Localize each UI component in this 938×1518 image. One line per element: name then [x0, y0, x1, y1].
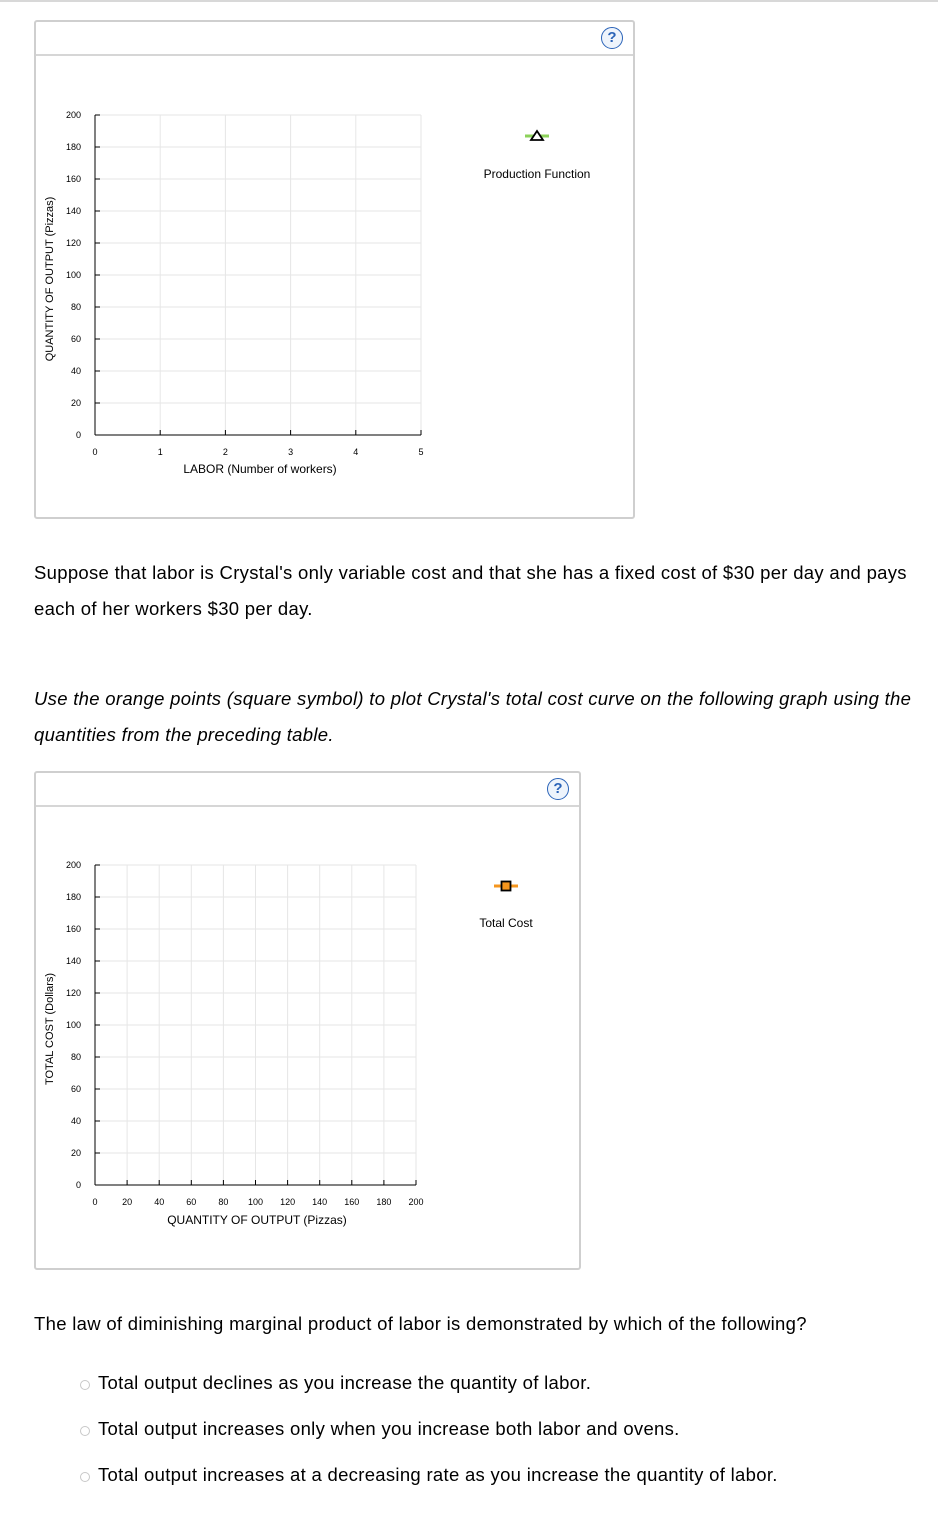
x-tick-label: 160 — [344, 1197, 360, 1207]
x-tick-label: 100 — [247, 1197, 264, 1207]
plot-grid — [95, 115, 421, 435]
help-icon[interactable]: ? — [601, 27, 623, 49]
production-function-plot[interactable] — [36, 22, 633, 517]
y-axis-label: TOTAL COST (Dollars) — [44, 972, 56, 1086]
x-tick-label: 180 — [376, 1197, 392, 1207]
triangle-marker-icon[interactable] — [525, 131, 549, 140]
radio-button[interactable] — [80, 1472, 90, 1482]
answer-option-3[interactable] — [80, 1464, 778, 1486]
production-function-graph-panel[interactable] — [34, 20, 635, 519]
option-label: Total output declines as you increase the quantity of labor. — [98, 1372, 592, 1393]
x-tick-labels — [92, 447, 423, 457]
answer-option-2[interactable] — [80, 1418, 680, 1440]
x-tick-label: 5 — [418, 447, 424, 457]
y-tick-label: 160 — [65, 174, 81, 184]
y-tick-label: 20 — [70, 398, 81, 408]
y-tick-label: 60 — [70, 334, 81, 344]
y-tick-labels — [66, 860, 81, 1190]
y-tick-label: 80 — [70, 302, 81, 312]
x-tick-label: 60 — [186, 1197, 197, 1207]
x-tick-label: 4 — [353, 447, 359, 457]
y-tick-label: 100 — [65, 1020, 81, 1030]
plot-grid — [95, 865, 416, 1185]
y-tick-label: 140 — [65, 206, 81, 216]
x-tick-label: 1 — [157, 447, 163, 457]
radio-button[interactable] — [80, 1426, 90, 1436]
x-axis-label: LABOR (Number of workers) — [183, 462, 337, 476]
x-axis-label: QUANTITY OF OUTPUT (Pizzas) — [167, 1213, 347, 1227]
option-label: Total output increases only when you increase both labor and ovens. — [98, 1418, 680, 1439]
answer-option-1[interactable] — [80, 1372, 591, 1394]
y-tick-label: 200 — [65, 110, 81, 120]
total-cost-graph-panel[interactable] — [34, 771, 581, 1270]
y-tick-label: 80 — [70, 1052, 81, 1062]
legend-label: Production Function — [483, 167, 591, 181]
x-tick-label: 80 — [218, 1197, 229, 1207]
y-tick-label: 20 — [70, 1148, 81, 1158]
question-text: The law of diminishing marginal product of labor is demonstrated by which of the following? — [34, 1313, 807, 1334]
fixed-cost-paragraph: Suppose that labor is Crystal's only variable cost and that she has a fixed cost of $30 per day and pays each of her workers $30 per day. — [34, 562, 907, 619]
y-tick-label: 40 — [70, 366, 81, 376]
total-cost-plot[interactable] — [36, 773, 579, 1268]
x-tick-label: 2 — [222, 447, 228, 457]
radio-button[interactable] — [80, 1380, 90, 1390]
x-tick-label: 3 — [288, 447, 294, 457]
top-divider — [0, 0, 938, 2]
x-tick-label: 200 — [408, 1197, 424, 1207]
help-icon[interactable]: ? — [547, 778, 569, 800]
instruction-paragraph: Use the orange points (square symbol) to plot Crystal's total cost curve on the following graph using the quantities from the preceding table. — [34, 688, 912, 745]
y-tick-label: 40 — [70, 1116, 81, 1126]
y-tick-label: 160 — [65, 924, 81, 934]
y-tick-label: 120 — [65, 988, 81, 998]
y-tick-label: 0 — [75, 1180, 81, 1190]
legend-label: Total Cost — [479, 916, 533, 930]
y-tick-label: 200 — [65, 860, 81, 870]
y-tick-label: 180 — [65, 142, 81, 152]
y-axis-label: QUANTITY OF OUTPUT (Pizzas) — [44, 196, 56, 362]
y-tick-label: 180 — [65, 892, 81, 902]
x-tick-label: 120 — [280, 1197, 296, 1207]
x-tick-label: 20 — [122, 1197, 133, 1207]
y-tick-label: 100 — [65, 270, 81, 280]
x-tick-label: 140 — [312, 1197, 328, 1207]
y-tick-label: 0 — [75, 430, 81, 440]
square-marker-icon[interactable] — [494, 882, 518, 891]
y-tick-label: 60 — [70, 1084, 81, 1094]
option-label: Total output increases at a decreasing rate as you increase the quantity of labor. — [98, 1464, 778, 1485]
x-tick-label: 0 — [92, 447, 98, 457]
x-tick-label: 0 — [92, 1197, 98, 1207]
y-tick-label: 140 — [65, 956, 81, 966]
x-tick-label: 40 — [154, 1197, 165, 1207]
y-tick-label: 120 — [65, 238, 81, 248]
y-tick-labels — [66, 110, 81, 440]
x-tick-labels — [92, 1197, 423, 1207]
